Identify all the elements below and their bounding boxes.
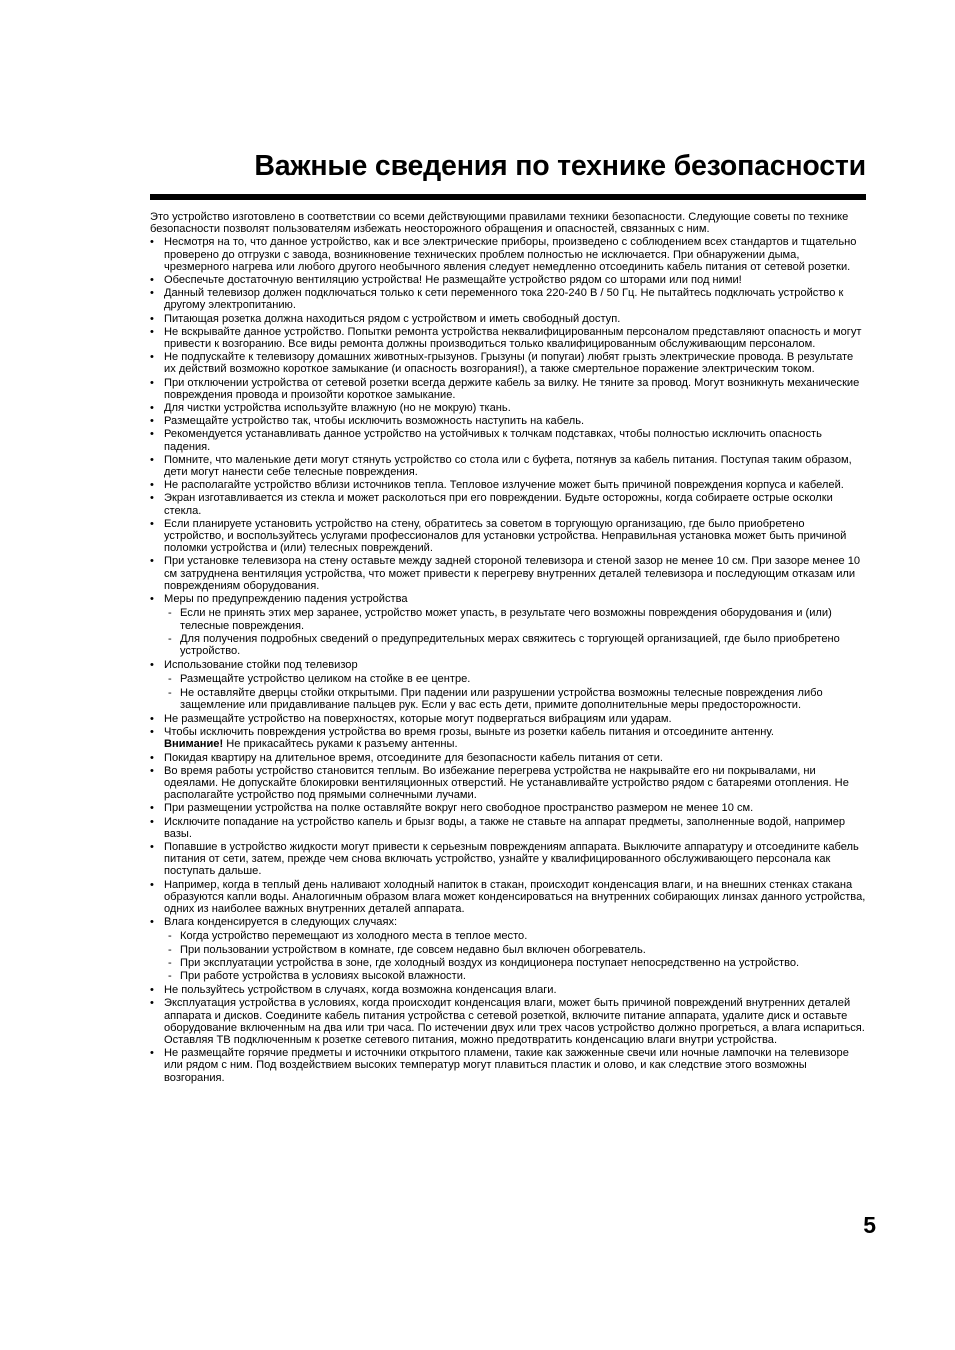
safety-item-text: Чтобы исключить повреждения устройства во время грозы, выньте из розетки кабель питания и отсоедините антенну.: [164, 726, 774, 739]
safety-item-text: Не размещайте горячие предметы и источники открытого пламени, такие как зажженные свечи или ночные лампочки на телевизоре или рядом с ним. Под воздействием высоких температур могут плавиться пластик и олово, и как следствие этого возможны возгорания.: [164, 1047, 849, 1084]
safety-subitem: - При работе устройства в условиях высокой влажности.: [164, 970, 866, 982]
safety-item: [150, 326, 866, 350]
safety-item-text: Не вскрывайте данное устройство. Попытки ремонта устройства неквалифицированным персоналом представляют опасность и могут привести к возгоранию. Все виды ремонта должны производиться только квалифицированным обслуживающим персоналом.: [164, 325, 862, 351]
safety-item: [150, 765, 866, 802]
safety-item: [150, 492, 866, 516]
safety-item-text: При отключении устройства от сетевой розетки всегда держите кабель за вилку. Не тяните за провод. Могут возникнуть механические повреждения провода и произойти короткое замыкание.: [164, 376, 860, 401]
safety-item: [150, 752, 866, 764]
safety-item-text: Покидая квартиру на длительное время, отсоедините для безопасности кабель питания от сети.: [164, 751, 663, 764]
safety-item: [150, 415, 866, 427]
safety-item: [150, 377, 866, 401]
safety-item-text: При установке телевизора на стену оставьте между задней стороной телевизора и стеной зазор не менее 10 см. При зазоре менее 10 см затруднена вентиляция устройства, что может привести к перегреву внутренних деталей телевизора и последующим отказам или повреждениям оборудования.: [164, 555, 861, 592]
safety-item-text: Экран изготавливается из стекла и может расколоться при его повреждении. Будьте осторожны, когда собираете острые осколки стекла.: [164, 492, 833, 517]
safety-item: [150, 879, 866, 916]
warning-text: Не прикасайтесь руками к разъему антенны.: [223, 738, 458, 751]
safety-item-text: Если планируете установить устройство на стену, обратитесь за советом в торгующую организацию, где было приобретено устройство, и воспользуйтесь услугами профессионалов для установки устройства. Неправильная установка может быть причиной поломки устройства и (или) телесных повреждений.: [164, 517, 847, 555]
safety-item-text: Исключите попадание на устройство капель и брызг воды, а также не ставьте на аппарат предметы, заполненные водой, например вазы.: [164, 815, 846, 840]
safety-subitem: - При пользовании устройством в комнате, где совсем недавно был включен обогреватель.: [164, 944, 866, 956]
safety-item: [150, 236, 866, 273]
safety-list: [150, 236, 866, 1083]
safety-item-text: Во время работы устройство становится теплым. Во избежание перегрева устройства не накрывайте его ни покрывалами, ни одеялами. Не допускайте блокировки вентиляционных отверстий. Не устанавливайте устройство рядом с батареями отопления. Не располагайте устройство под прямыми солнечными лучами.: [164, 764, 849, 802]
page-title: Важные сведения по технике безопасности: [254, 150, 866, 182]
safety-item: [150, 1047, 866, 1084]
safety-item: [150, 351, 866, 375]
safety-sublist: [164, 607, 866, 657]
safety-item-text: При размещении устройства на полке оставляйте вокруг него свободное пространство размером не менее 10 см.: [164, 802, 754, 815]
safety-item-text: Не подпускайте к телевизору домашних животных-грызунов. Грызуны (и попугаи) любят грызть электрические провода. В результате их действий возможно короткое замыкание (и опасность возгорания!), а также смертельное поражение электрическим током.: [164, 351, 854, 376]
safety-item-text: Не размещайте устройство на поверхностях, которые могут подвергаться вибрациям или ударам.: [164, 712, 672, 725]
safety-item-text: Влага конденсируется в следующих случаях:: [164, 916, 398, 929]
safety-item: [150, 287, 866, 311]
safety-item: [150, 593, 866, 657]
safety-item: [150, 555, 866, 592]
safety-item-text: Эксплуатация устройства в условиях, когда происходит конденсация влаги, может быть причиной повреждений внутренних деталей аппарата и дисков. Соедините кабель питания устройства с сетевой розеткой, включите питание аппарата, удалите диск и оставьте оборудование включенным на два или три часа. По истечении двух или трех часов устройство должно прогреться, а влага испариться. Оставляя ТВ подключенным к розетке сетевого питания, можно предотвратить конденсацию влаги внутри устройства.: [164, 997, 865, 1046]
safety-item: [150, 984, 866, 996]
safety-item-text: Не пользуйтесь устройством в случаях, когда возможна конденсация влаги.: [164, 984, 557, 997]
safety-item: [150, 802, 866, 814]
safety-item: [150, 313, 866, 325]
safety-item: [150, 997, 866, 1046]
safety-item: [150, 274, 866, 286]
safety-item: [150, 713, 866, 725]
safety-subitem: - Размещайте устройство целиком на стойке в ее центре.: [164, 673, 866, 685]
safety-item-text: Питающая розетка должна находиться рядом с устройством и иметь свободный доступ.: [164, 312, 621, 325]
safety-item-text: Не располагайте устройство вблизи источников тепла. Тепловое излучение может быть причиной повреждения корпуса и кабелей.: [164, 479, 844, 492]
safety-item-text: Например, когда в теплый день наливают холодный напиток в стакан, происходит конденсация влаги, и на внешних стенках стакана образуются капли воды. Аналогичным образом влага может конденсироваться на внутренних собирающих линзах данного устройства, одних из наиболее важных внутренних деталей аппарата.: [164, 878, 866, 915]
intro-paragraph: Это устройство изготовлено в соответствии со всеми действующими правилами техники безопасности. Следующие советы по технике безопасности позволят пользователям избежать неосторожного обращения и опасностей, связанных с ним.: [150, 211, 849, 236]
safety-sublist: [164, 930, 866, 982]
warning-label: Внимание!: [164, 738, 224, 751]
title-rule: [150, 194, 866, 200]
safety-item: [150, 726, 866, 750]
safety-subitem: - Если не принять этих мер заранее, устройство может упасть, в результате чего возможны повреждения оборудования и (или) телесные повреждения.: [164, 607, 866, 631]
safety-item-text: Меры по предупреждению падения устройства: [164, 593, 408, 606]
safety-sublist: [164, 673, 866, 711]
safety-subitem: - При эксплуатации устройства в зоне, где холодный воздух из кондиционера поступает непосредственно на устройство.: [164, 957, 866, 969]
page-number: 5: [863, 1212, 876, 1238]
safety-item: [150, 518, 866, 555]
safety-item-text: Попавшие в устройство жидкости могут привести к серьезным повреждениям аппарата. Выключите аппаратуру и отсоедините кабель питания от сети, затем, прежде чем снова включать устройство, узнайте у квалифицированного обслуживающего персонала как поступать дальше.: [164, 840, 859, 878]
safety-item-text: Помните, что маленькие дети могут стянуть устройство со стола или с буфета, потянув за кабель питания. Поступая таким образом, дети могут нанести себе телесные повреждения.: [164, 453, 852, 479]
safety-item: [150, 402, 866, 414]
safety-item-text: Рекомендуется устанавливать данное устройство на устойчивых к толчкам подставках, чтобы полностью исключить опасность падения.: [164, 428, 822, 453]
safety-item: [150, 659, 866, 711]
safety-subitem: - Для получения подробных сведений о предупредительных мерах свяжитесь с торгующей организацией, где было приобретено устройство.: [164, 633, 866, 657]
safety-item-text: Несмотря на то, что данное устройство, как и все электрические приборы, произведено с соблюдением всех стандартов и тщательно проверено до отгрузки с завода, возникновение технических проблем полностью не исключается. При обнаружении дыма, чрезмерного нагрева или любого другого необычного явления следует немедленно отсоединить кабель питания от сетевой розетки.: [164, 236, 857, 273]
safety-item: [150, 428, 866, 452]
safety-content: [150, 211, 866, 1084]
safety-item-text: Данный телевизор должен подключаться только к сети переменного тока 220-240 В / 50 Гц. Не пытайтесь подключать устройство к другому электропитанию.: [164, 287, 844, 312]
safety-subitem: - Когда устройство перемещают из холодного места в теплое место.: [164, 930, 866, 942]
safety-item: [150, 916, 866, 982]
safety-item: [150, 454, 866, 478]
safety-item-text: Обеспечьте достаточную вентиляцию устройства! Не размещайте устройство рядом со шторами или под ними!: [164, 274, 742, 287]
safety-item: [150, 841, 866, 878]
safety-item-text: Размещайте устройство так, чтобы исключить возможность наступить на кабель.: [164, 415, 585, 428]
safety-subitem: - Не оставляйте дверцы стойки открытыми. При падении или разрушении устройства возможны телесные повреждения либо защемление или придавливание пальцев рук. Если у вас есть дети, примите дополнительные меры предосторожности.: [164, 687, 866, 711]
safety-item-text: Использование стойки под телевизор: [164, 659, 358, 672]
safety-item-text: Для чистки устройства используйте влажную (но не мокрую) ткань.: [164, 402, 511, 415]
safety-item: [150, 816, 866, 840]
safety-item: [150, 479, 866, 491]
